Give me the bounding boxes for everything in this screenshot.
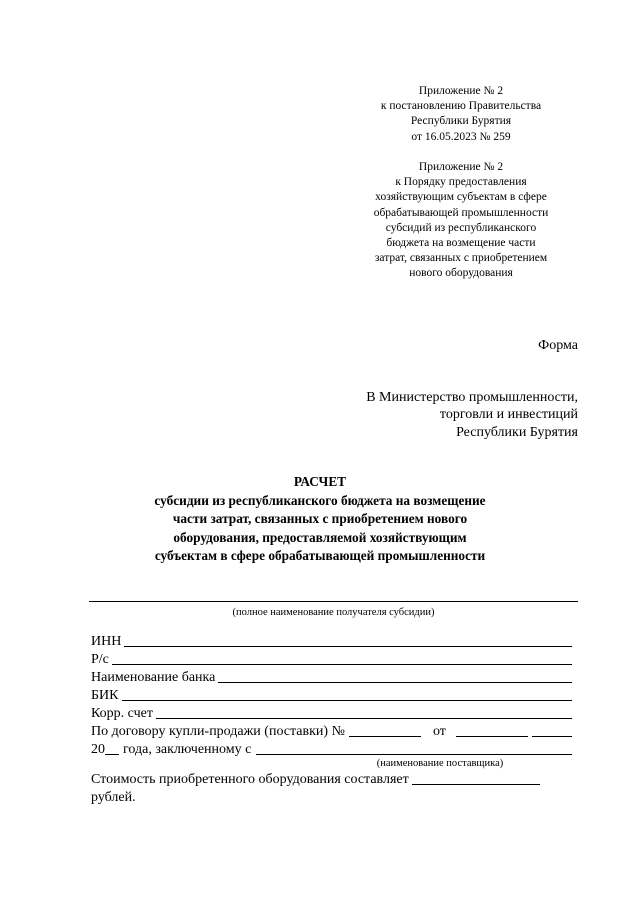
form-label: Форма [538,338,578,353]
addressee-line: торговли и инвестиций [439,407,578,423]
appendix-procedure-line: хозяйствующим субъектам в сфере [375,191,547,204]
corr-account-field[interactable] [156,718,572,719]
document-title [60,473,580,566]
account-field[interactable] [112,664,572,665]
contract-row [91,722,572,740]
account-label: Р/с [91,652,109,667]
cost-row [91,770,572,788]
bik-label: БИК [91,688,119,703]
appendix-decree-line: Приложение № 2 [418,85,504,97]
appendix-procedure-line: нового оборудования [409,267,513,280]
bank-name-label: Наименование банка [91,670,216,685]
contract-date-field[interactable] [456,736,528,737]
cost-field[interactable] [412,784,540,785]
supplier-label: года, заключенному с [123,742,252,757]
addressee-block [366,389,578,441]
appendix-procedure-line: затрат, связанных с приобретением [374,252,548,265]
bank-name-row [91,668,572,686]
appendix-decree-line: к постановлению Правительства [380,100,542,113]
addressee-line: Республики Бурятия [456,424,578,440]
addressee-line: В Министерство промышленности, [366,390,578,405]
title-line: оборудования, предоставляемой хозяйствующим [173,529,467,545]
appendix-procedure-block [340,160,582,282]
corr-account-row [91,704,572,722]
contract-from-label: от [432,724,446,739]
inn-field[interactable] [124,646,572,647]
supplier-row [91,740,572,758]
appendix-procedure-line: субсидий из республиканского [385,221,537,234]
bik-field[interactable] [122,700,573,701]
bank-name-field[interactable] [218,682,572,683]
bik-row [91,686,572,704]
appendix-procedure-line: бюджета на возмещение части [386,237,536,250]
recipient-caption: (полное наименование получателя субсидии) [232,607,435,618]
inn-row [91,632,572,650]
account-row [91,650,572,668]
supplier-caption: (наименование поставщика) [376,758,504,769]
contract-label: По договору купли-продажи (поставки) № [91,724,345,739]
contract-number-field[interactable] [349,736,421,737]
contract-date-year-field[interactable] [532,736,572,737]
currency-row [91,788,572,806]
corr-account-label: Корр. счет [91,706,153,721]
title-line: части затрат, связанных с приобретением нового [172,511,468,526]
appendix-decree-line: Республики Бурятия [410,115,512,128]
cost-label: Стоимость приобретенного оборудования составляет [91,772,409,787]
appendix-decree-block [340,84,582,145]
year-prefix-label: 20 [91,742,105,757]
contract-year-field[interactable] [105,754,119,755]
appendix-procedure-line: обрабатывающей промышленности [373,206,549,219]
title-line: субсидии из республиканского бюджета на возмещение [154,492,486,508]
appendix-decree-line: от 16.05.2023 № 259 [411,130,511,143]
recipient-name-line[interactable] [89,601,578,602]
appendix-procedure-line: Приложение № 2 [418,161,504,173]
appendix-procedure-line: к Порядку предоставления [395,176,527,189]
currency-label: рублей. [91,790,136,805]
supplier-field[interactable] [256,754,572,755]
title-heading: РАСЧЕТ [293,474,347,489]
inn-label: ИНН [91,634,122,649]
title-line: субъектам в сфере обрабатывающей промышленности [154,548,486,563]
